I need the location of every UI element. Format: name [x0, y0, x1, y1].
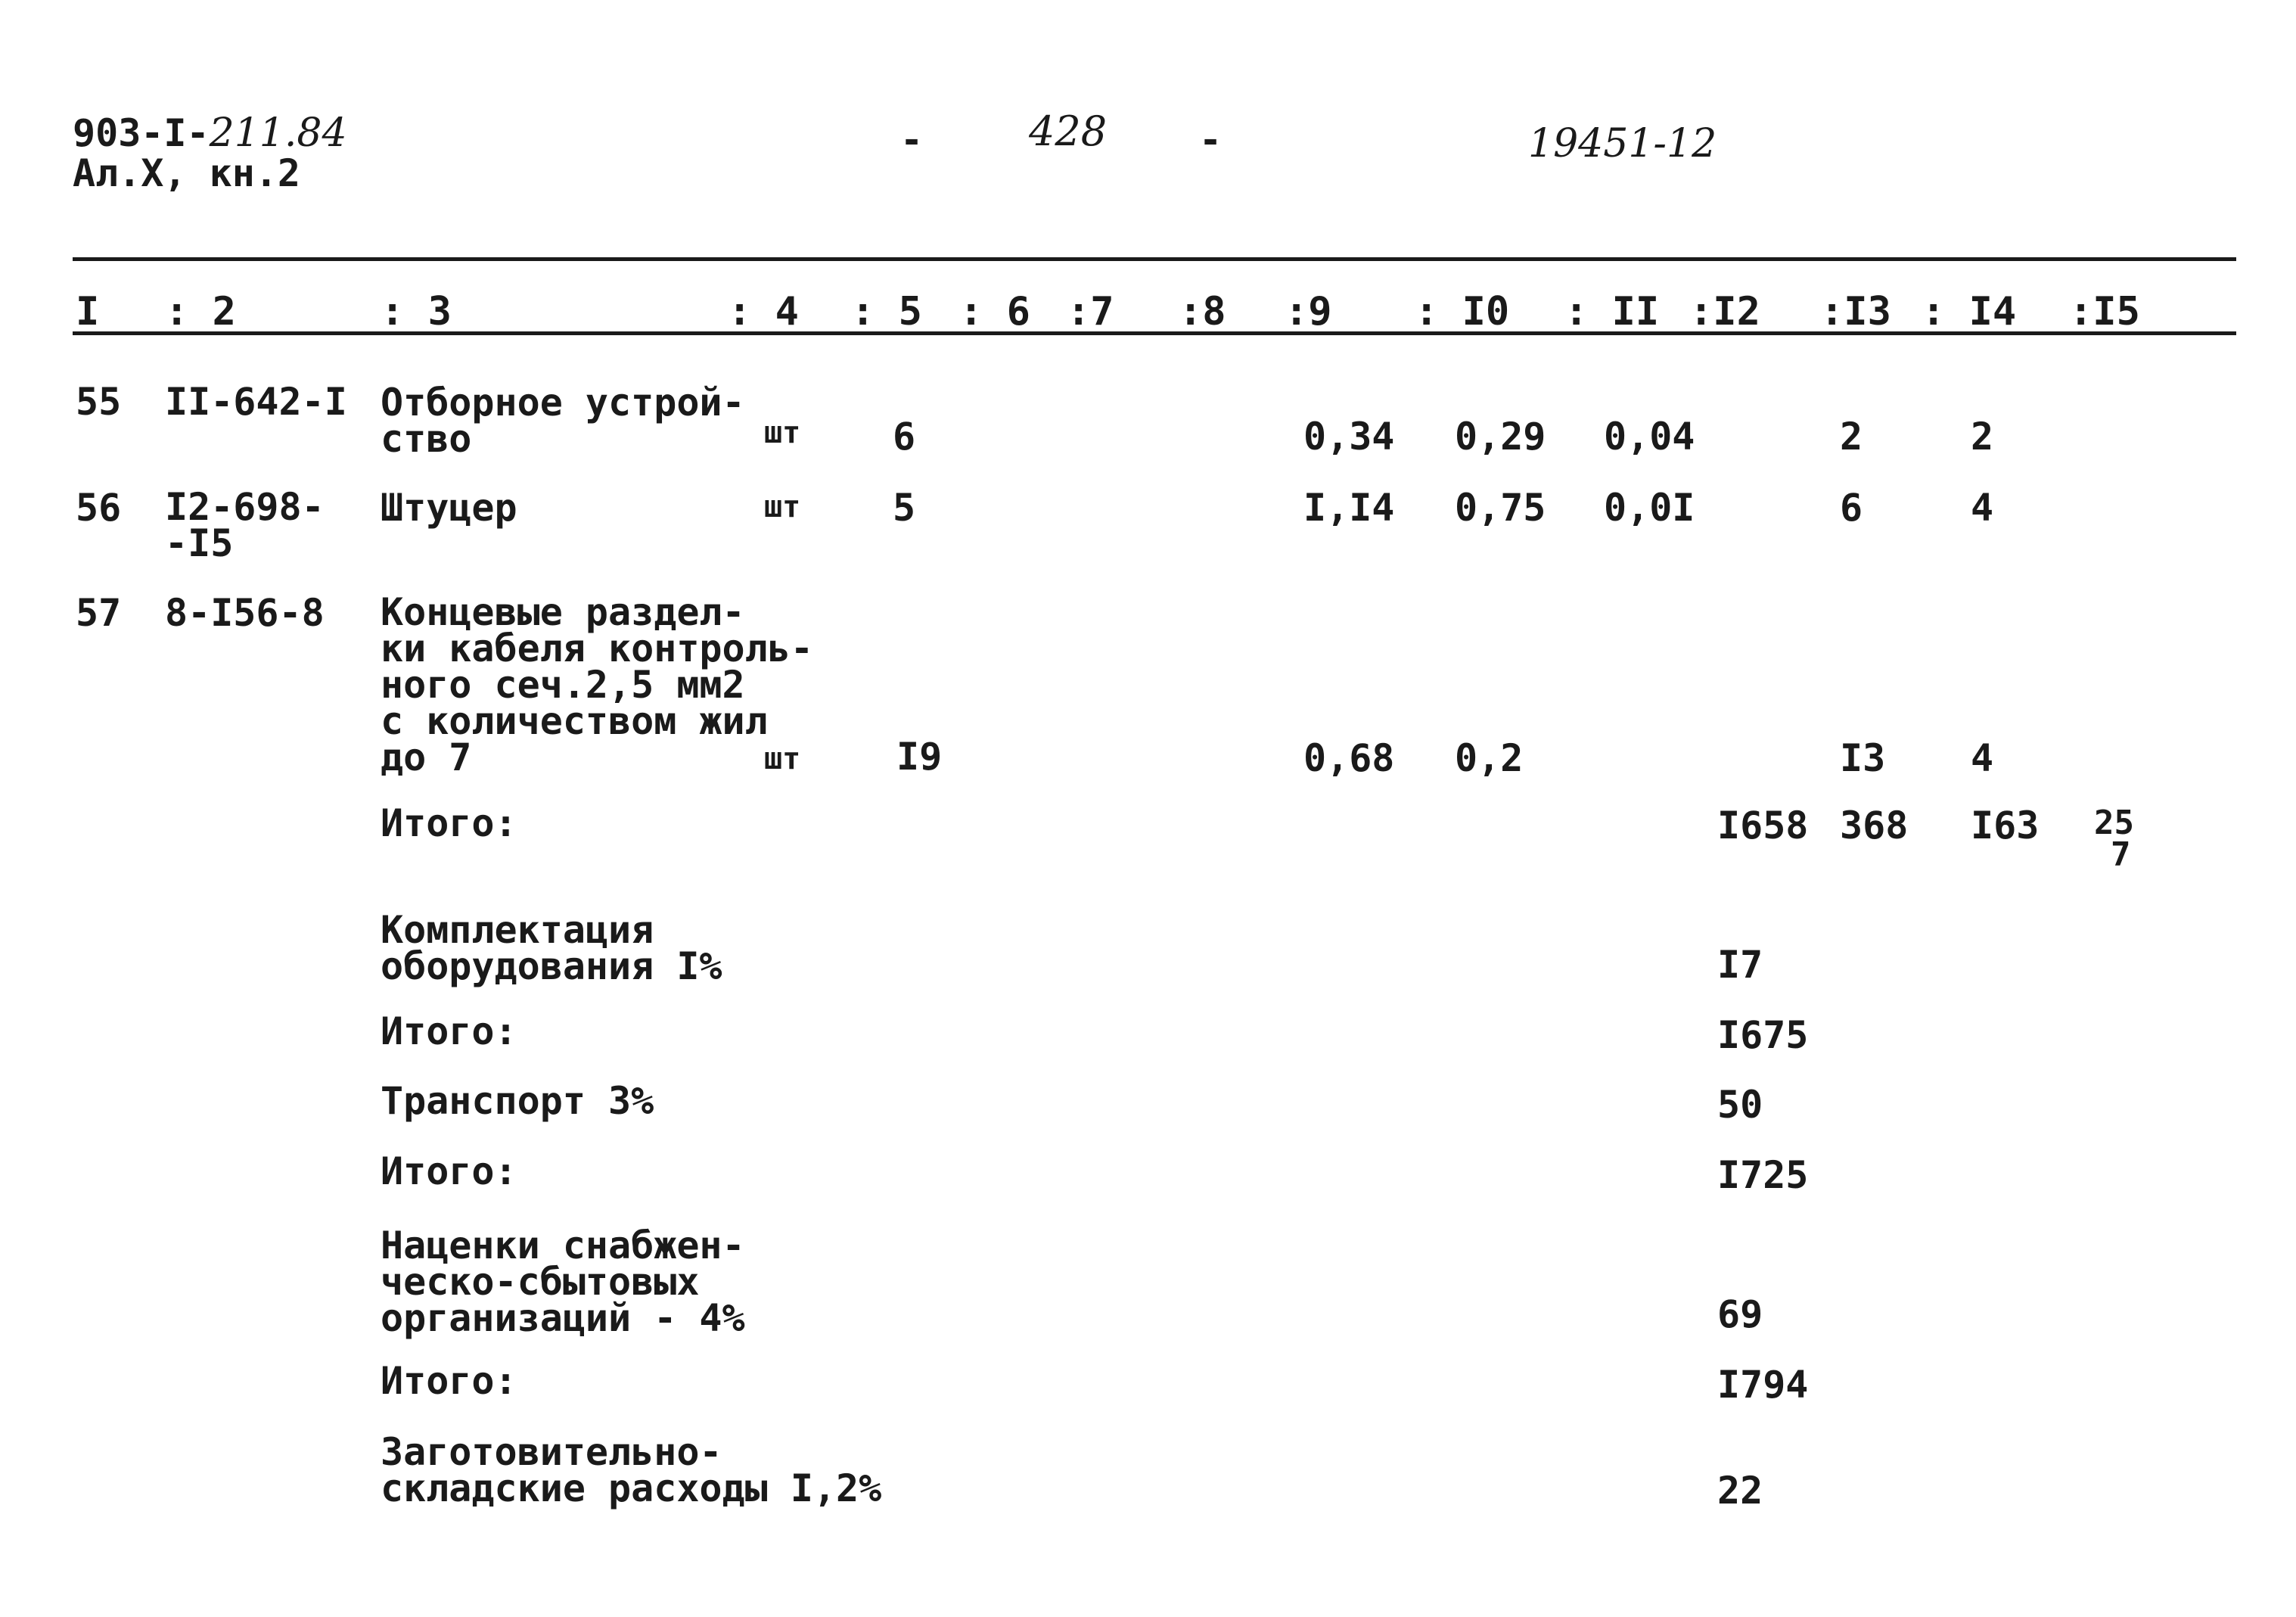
cell-col13: 6: [1840, 486, 1863, 530]
summary-label: Итого:: [381, 1359, 517, 1403]
quantity: I9: [896, 735, 943, 779]
column-header: I: [76, 289, 100, 334]
cell-col14: 4: [1971, 736, 1994, 780]
cell-col10: 0,2: [1455, 736, 1524, 780]
cell-col14: 2: [1971, 415, 1994, 459]
summary-col12: I725: [1717, 1153, 1809, 1197]
summary-col15-top: 25: [2094, 804, 2134, 842]
document-code: 903-I-211.84: [73, 110, 347, 156]
summary-col12: 22: [1717, 1469, 1763, 1513]
column-header: :7: [1067, 289, 1114, 334]
column-header: :I3: [1820, 289, 1891, 334]
column-header: :8: [1179, 289, 1226, 334]
item-code: 8-I56-8: [165, 591, 325, 635]
column-header: :I5: [2069, 289, 2140, 334]
cell-col13: 2: [1840, 415, 1863, 459]
header-dash-left: -: [900, 118, 924, 162]
quantity: 6: [893, 415, 916, 459]
column-header: : II: [1564, 289, 1660, 334]
column-header: :9: [1285, 289, 1332, 334]
cell-col9: 0,34: [1303, 415, 1395, 459]
document-number: 19451-12: [1528, 121, 1717, 166]
cell-col14: 4: [1971, 486, 1994, 530]
page-number: 428: [1029, 107, 1108, 155]
summary-label: Итого:: [381, 801, 517, 845]
column-header: : 4: [728, 289, 799, 334]
table-top-rule: [73, 257, 2236, 261]
column-header: : 5: [851, 289, 922, 334]
summary-col12: I658: [1717, 804, 1809, 847]
cell-col9: I,I4: [1303, 486, 1395, 530]
cell-col13: I3: [1840, 736, 1886, 780]
summary-col14: I63: [1971, 804, 2040, 847]
item-name: Концевые раздел- ки кабеля контроль- ного сеч.2,5 мм2 с количеством жил до 7: [381, 590, 813, 779]
header-dash-right: -: [1199, 118, 1223, 162]
unit: шт: [764, 742, 801, 776]
column-header: : I0: [1415, 289, 1510, 334]
cell-col10: 0,75: [1455, 486, 1546, 530]
document-code-handwritten: 211.84: [209, 110, 347, 156]
row-number: 55: [76, 380, 122, 424]
summary-col15-bottom: 7: [2111, 835, 2131, 874]
summary-label: Итого:: [381, 1009, 517, 1053]
album-reference: Ал.X, кн.2: [73, 151, 301, 195]
summary-label: Комплектация оборудования I%: [381, 908, 722, 988]
column-header: : 3: [381, 289, 452, 334]
summary-col12: I794: [1717, 1363, 1809, 1407]
item-name: Отборное устрой- ство: [381, 381, 745, 461]
item-name: Штуцер: [381, 486, 517, 530]
summary-label: Транспорт 3%: [381, 1079, 654, 1123]
item-code: II-642-I: [165, 380, 347, 424]
cell-col11: 0,0I: [1604, 486, 1695, 530]
summary-label: Заготовительно- складские расходы I,2%: [381, 1430, 882, 1510]
summary-label: Итого:: [381, 1149, 517, 1193]
cell-col10: 0,29: [1455, 415, 1546, 459]
column-header: : 2: [165, 289, 236, 334]
column-header: : 6: [959, 289, 1030, 334]
cell-col9: 0,68: [1303, 736, 1395, 780]
cell-col11: 0,04: [1604, 415, 1695, 459]
summary-col12: 69: [1717, 1292, 1763, 1336]
item-code: I2-698- -I5: [165, 485, 325, 565]
summary-col12: I7: [1717, 943, 1763, 987]
row-number: 57: [76, 591, 122, 635]
summary-col13: 368: [1840, 804, 1909, 847]
summary-col12: I675: [1717, 1013, 1809, 1057]
summary-label: Наценки снабжен- ческо-сбытовых организаций - 4%: [381, 1224, 745, 1340]
row-number: 56: [76, 486, 122, 530]
summary-col12: 50: [1717, 1083, 1763, 1127]
column-header: : I4: [1922, 289, 2017, 334]
unit: шт: [764, 490, 801, 524]
quantity: 5: [893, 486, 916, 530]
column-header: :I2: [1689, 289, 1760, 334]
unit: шт: [764, 415, 801, 450]
